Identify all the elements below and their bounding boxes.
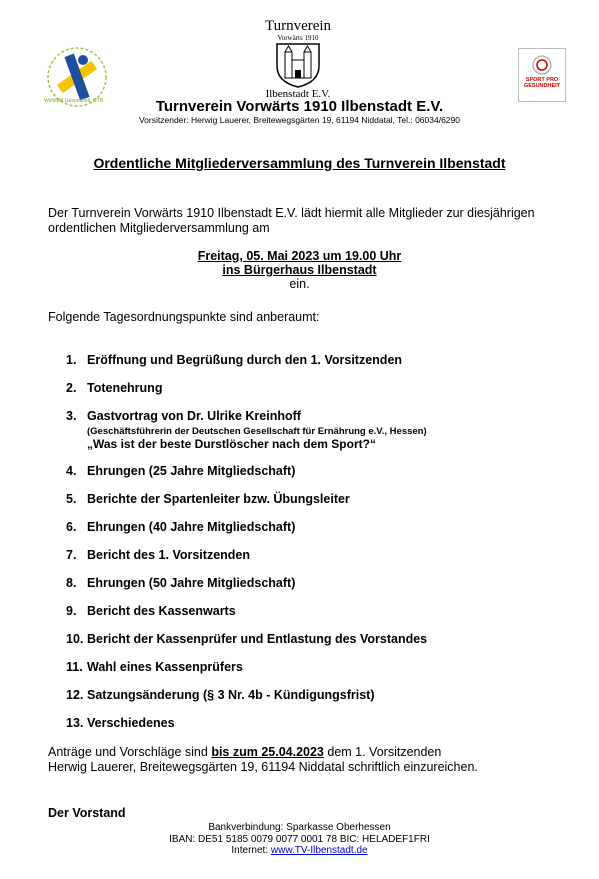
closing-paragraph bbox=[48, 745, 478, 775]
agenda-item: 13. Verschiedenes bbox=[66, 716, 175, 730]
closing-line-1: Anträge und Vorschläge sind bis zum 25.04.2023 dem 1. Vorsitzenden bbox=[48, 745, 442, 759]
closing-line-2: Herwig Lauerer, Breitewegsgärten 19, 61194 Niddatal schriftlich einzureichen. bbox=[48, 760, 478, 774]
agenda-item: 3. Gastvortrag von Dr. Ulrike Kreinhoff (Geschäftsführerin der Deutschen Gesellschaft für Ernährung e.V., Hessen) „Was ist der beste Durstlöscher nach dem Sport?“ bbox=[66, 409, 427, 451]
agenda-item: 9. Bericht des Kassenwarts bbox=[66, 604, 236, 618]
intro-line-1: Der Turnverein Vorwärts 1910 Ilbenstadt E.V. lädt hiermit alle Mitglieder zur diesjährigen bbox=[48, 206, 535, 220]
sport-pro-gesundheit-logo bbox=[518, 48, 566, 102]
deadline: bis zum 25.04.2023 bbox=[211, 745, 324, 759]
logo-left-text: Wohlfühl Gesundheit. DTB bbox=[44, 98, 104, 104]
footer-iban: IBAN: DE51 5185 0079 0077 0001 78 BIC: HELADEF1FRI bbox=[169, 833, 430, 845]
club-crest-logo bbox=[253, 18, 343, 104]
document-title: Ordentliche Mitgliederversammlung des Turnverein Ilbenstadt bbox=[93, 155, 506, 171]
agenda-item: 10. Bericht der Kassenprüfer und Entlastung des Vorstandes bbox=[66, 632, 428, 646]
agenda-item: 4. Ehrungen (25 Jahre Mitgliedschaft) bbox=[66, 464, 296, 478]
intro-line-2: ordentlichen Mitgliederversammlung am bbox=[48, 221, 270, 235]
footer bbox=[0, 822, 599, 857]
agenda-item-sub: (Geschäftsführerin der Deutschen Gesellschaft für Ernährung e.V., Hessen) bbox=[87, 426, 427, 437]
agenda-item: 8. Ehrungen (50 Jahre Mitgliedschaft) bbox=[66, 576, 296, 590]
crest-top-text: Turnverein bbox=[264, 18, 332, 34]
agenda-item: 7. Bericht des 1. Vorsitzenden bbox=[66, 548, 251, 562]
crest-bottom-text: Ilbenstadt E.V. bbox=[265, 88, 331, 100]
logo-right-text: SPORT PRO GESUNDHEIT bbox=[523, 77, 561, 89]
meeting-suffix: ein. bbox=[289, 277, 310, 291]
org-name: Turnverein Vorwärts 1910 Ilbenstadt E.V. bbox=[155, 98, 444, 115]
meeting-when-where bbox=[0, 249, 599, 291]
agenda-item-quote: „Was ist der beste Durstlöscher nach dem Sport?“ bbox=[87, 437, 376, 451]
footer-internet: Internet: www.TV-Ilbenstadt.de bbox=[231, 845, 368, 856]
agenda-item: 1. Eröffnung und Begrüßung durch den 1. Vorsitzenden bbox=[66, 353, 403, 367]
intro-paragraph bbox=[48, 206, 535, 236]
chair-contact: Vorsitzender: Herwig Lauerer, Breitewegsgärten 19, 61194 Niddatal, Tel.: 06034/6290 bbox=[138, 115, 460, 125]
agenda-item: 5. Berichte der Spartenleiter bzw. Übungsleiter bbox=[66, 492, 350, 506]
agenda-item: 2. Totenehrung bbox=[66, 381, 163, 395]
footer-bank: Bankverbindung: Sparkasse Oberhessen bbox=[208, 822, 391, 833]
agenda-item: 11. Wahl eines Kassenprüfers bbox=[66, 660, 243, 674]
agenda-item: 6. Ehrungen (40 Jahre Mitgliedschaft) bbox=[66, 520, 296, 534]
meeting-date: Freitag, 05. Mai 2023 um 19.00 Uhr bbox=[197, 249, 402, 263]
agenda-item: 12. Satzungsänderung (§ 3 Nr. 4b - Kündigungsfrist) bbox=[66, 688, 375, 702]
signature: Der Vorstand bbox=[48, 806, 126, 820]
website-link[interactable]: www.TV-Ilbenstadt.de bbox=[270, 845, 368, 856]
meeting-place: ins Bürgerhaus Ilbenstadt bbox=[222, 263, 377, 277]
crest-sub-text: Vorwärts 1910 bbox=[277, 34, 319, 42]
agenda-intro: Folgende Tagesordnungspunkte sind anberaumt: bbox=[48, 310, 320, 324]
